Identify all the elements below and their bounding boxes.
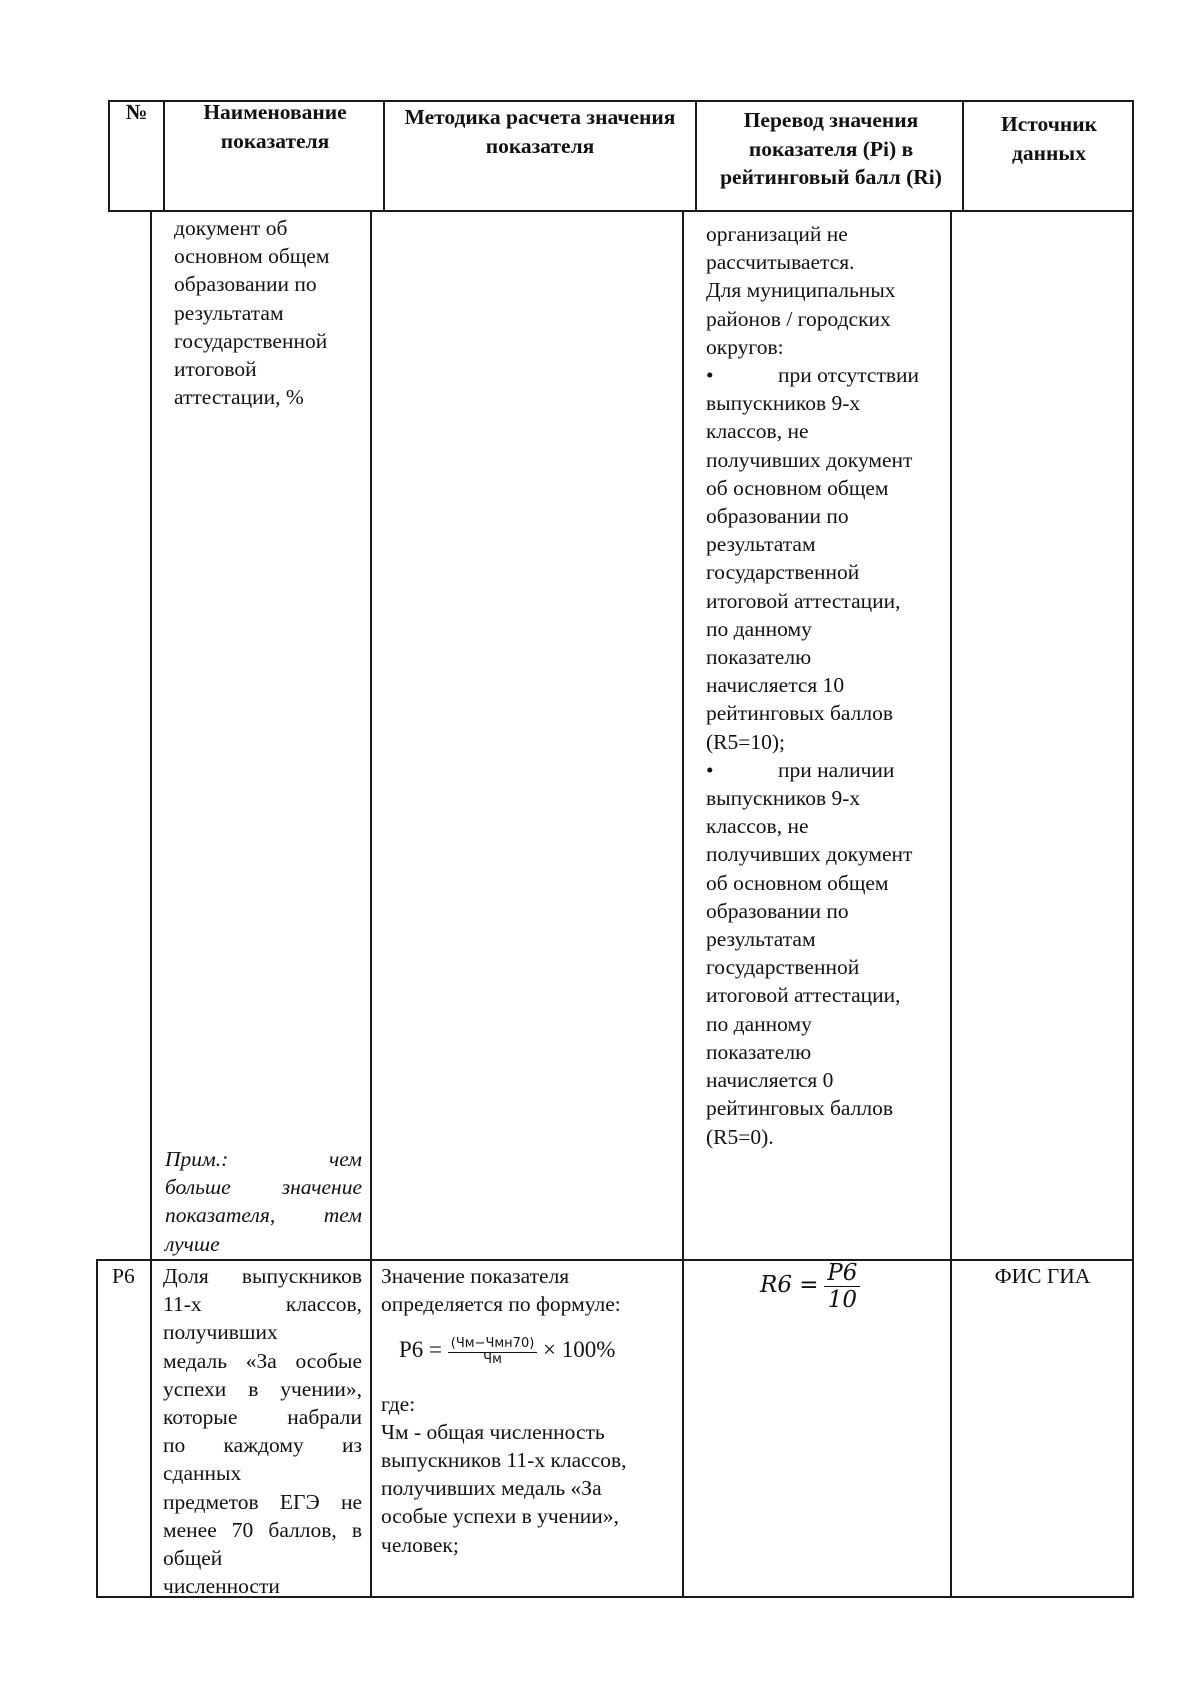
- bullet-first-line: при отсутствии: [778, 363, 920, 388]
- bullet-line: образовании по: [706, 504, 849, 529]
- col-border-4: [962, 100, 964, 212]
- p6-name-line: Доля выпускников: [163, 1264, 362, 1288]
- bullet-line: (R5=0).: [706, 1124, 774, 1149]
- bullet-line: образовании по: [706, 898, 849, 923]
- p6-name-line: которые набрали: [163, 1405, 362, 1430]
- col-border-left-lower: [96, 1259, 98, 1598]
- conv-intro-line: округов:: [706, 334, 784, 359]
- where-label: где:: [381, 1391, 416, 1416]
- rating-fraction: [824, 1260, 860, 1314]
- bullet-line: об основном общем: [706, 870, 889, 895]
- bullet-line: итоговой аттестации,: [706, 983, 901, 1008]
- p6-name-line: предметов ЕГЭ не: [163, 1489, 362, 1514]
- p6-rating-formula: [760, 1260, 920, 1314]
- note-line: Прим.: чем: [165, 1147, 362, 1171]
- bullet-line: об основном общем: [706, 475, 889, 500]
- header-conversion: Перевод значения показателя (Pi) в рейтинговый балл (Ri): [720, 108, 942, 189]
- definition-line: человек;: [381, 1532, 459, 1557]
- bullet-line: получивших документ: [706, 842, 913, 867]
- bullet-line: результатам: [706, 532, 816, 557]
- cont-name-line: основном общем: [174, 244, 330, 269]
- col-border-2-lower: [370, 210, 372, 1598]
- bullet-icon: •: [706, 363, 714, 388]
- p6-name-line: медаль «За особые: [163, 1348, 362, 1373]
- bullet-line: по данному: [706, 1011, 812, 1036]
- col-border-1: [163, 100, 165, 212]
- bullet-line: показателю: [706, 1039, 812, 1064]
- p6-num: Р6: [112, 1264, 135, 1288]
- header-source: Источник данных: [1000, 112, 1098, 165]
- formula-denominator: Чм: [483, 1351, 502, 1367]
- bullet-line: получивших документ: [706, 447, 913, 472]
- formula-rhs: × 100%: [543, 1337, 616, 1363]
- conv-intro-line: рассчитывается.: [706, 250, 855, 275]
- p6-name-line: получивших: [163, 1320, 278, 1345]
- col-border-right: [1132, 100, 1134, 1598]
- bullet-line: государственной: [706, 560, 860, 585]
- bullet-icon: •: [706, 757, 714, 782]
- col-border-3-lower: [682, 210, 684, 1598]
- bullet-line: государственной: [706, 955, 860, 980]
- method-intro-line: Значение показателя: [381, 1264, 570, 1288]
- cont-conversion: [706, 220, 946, 1151]
- bullet-line: (R5=10);: [706, 729, 786, 754]
- cont-name-line: образовании по: [174, 272, 317, 297]
- note-line: больше значение: [165, 1175, 362, 1200]
- row-divider-p6: [96, 1259, 1132, 1261]
- definition-line: Чм - общая численность: [381, 1419, 605, 1444]
- note-line: лучше: [165, 1231, 220, 1256]
- definition-line: получивших медаль «За: [381, 1476, 602, 1501]
- p6-name: [163, 1262, 362, 1600]
- bullet-line: по данному: [706, 616, 812, 641]
- bullet-item-absent: [706, 361, 946, 389]
- bullet-line: классов, не: [706, 419, 809, 444]
- bullet-line: выпускников 9-х: [706, 786, 861, 811]
- bullet-line: начисляется 10: [706, 673, 845, 698]
- p6-name-line: по каждому из: [163, 1433, 362, 1458]
- p6-formula: [399, 1336, 679, 1367]
- p6-name-line: сданных: [163, 1461, 242, 1486]
- conv-intro-line: Для муниципальных: [706, 278, 896, 303]
- note-line: показателя, тем: [165, 1203, 362, 1228]
- header-num: №: [125, 100, 148, 124]
- p6-method: [381, 1262, 679, 1559]
- conv-intro-line: организаций не: [706, 222, 848, 246]
- formula-fraction: [448, 1337, 538, 1368]
- p6-name-line: численности: [163, 1574, 280, 1599]
- cont-name-text: [174, 214, 364, 411]
- rating-denominator: 10: [827, 1287, 857, 1314]
- rating-lhs: R6 =: [760, 1272, 819, 1299]
- formula-numerator: (Чм−Чмн70): [448, 1337, 538, 1353]
- p6-source: ФИС ГИА: [994, 1264, 1091, 1288]
- bullet-line: выпускников 9-х: [706, 391, 861, 416]
- cont-name-line: документ об: [174, 216, 288, 240]
- bullet-first-line: при наличии: [778, 757, 895, 782]
- bullet-line: итоговой аттестации,: [706, 588, 901, 613]
- cont-name-line: результатам: [174, 300, 284, 325]
- bullet-line: классов, не: [706, 814, 809, 839]
- bullet-item-present: [706, 756, 946, 784]
- bullet-line: показателю: [706, 645, 812, 670]
- bullet-line: результатам: [706, 927, 816, 952]
- p6-name-line: менее 70 баллов, в: [163, 1517, 362, 1542]
- header-method: Методика расчета значения показателя: [404, 105, 676, 158]
- bullet-line: начисляется 0: [706, 1068, 834, 1093]
- col-border-3: [695, 100, 697, 212]
- conv-intro-line: районов / городских: [706, 306, 891, 331]
- rating-numerator: P6: [824, 1260, 860, 1287]
- bullet-line: рейтинговых баллов: [706, 701, 893, 726]
- p6-name-line: успехи в учении»,: [163, 1376, 362, 1401]
- formula-lhs: Р6 =: [399, 1337, 443, 1363]
- definition-line: выпускников 11-х классов,: [381, 1447, 627, 1472]
- cont-name-line: аттестации, %: [174, 385, 304, 410]
- cont-note: [165, 1145, 362, 1258]
- method-intro-line: определяется по формуле:: [381, 1292, 621, 1317]
- header-name: Наименование показателя: [203, 100, 347, 153]
- p6-name-line: общей: [163, 1546, 223, 1571]
- header-bottom-border: [108, 210, 1134, 212]
- col-border-2: [383, 100, 385, 212]
- col-border-1-lower: [150, 210, 152, 1598]
- p6-name-line: 11-х классов,: [163, 1292, 362, 1317]
- cont-name-line: итоговой: [174, 357, 257, 382]
- cont-name-line: государственной: [174, 328, 328, 353]
- col-border-4-lower: [950, 210, 952, 1598]
- bullet-line: рейтинговых баллов: [706, 1096, 893, 1121]
- definition-line: особые успехи в учении»,: [381, 1504, 619, 1529]
